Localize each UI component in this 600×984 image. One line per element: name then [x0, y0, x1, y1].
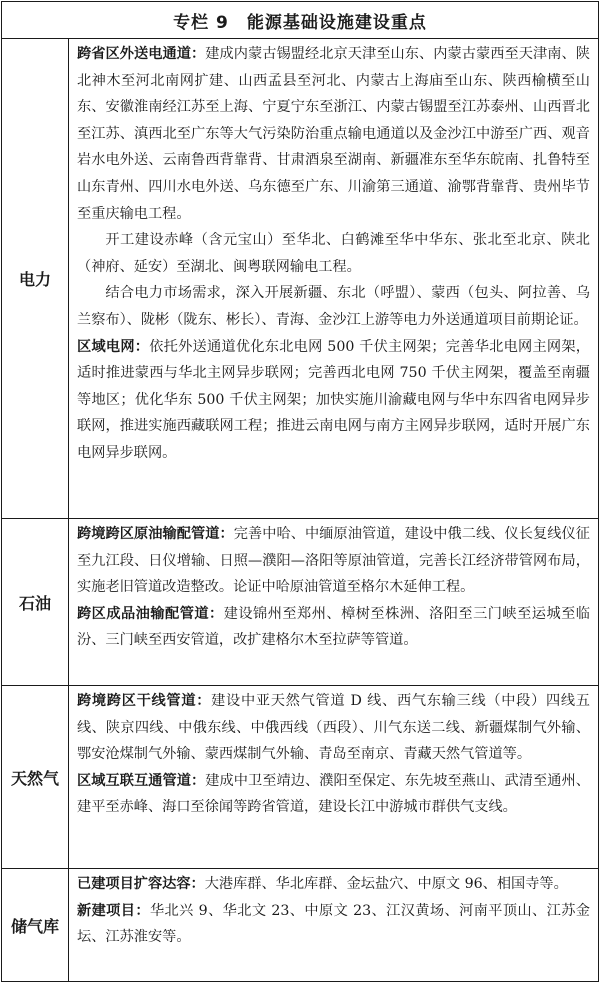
paragraph-heading: 区域电网： [77, 338, 150, 355]
category-label: 电力 [2, 39, 69, 518]
row-power [2, 39, 598, 519]
paragraph [77, 280, 590, 333]
paragraph [77, 768, 590, 821]
paragraph-text: 开工建设赤峰（含元宝山）至华北、白鹤滩至华中华东、张北至北京、陕北（神府、延安）至湖北、闽粤联网输电工程。 [77, 232, 590, 275]
paragraph-text: 建设中亚天然气管道 D 线、西气东输三线（中段）四线五线、陕京四线、中俄东线、中俄西线（西段）、川气东送二线、新疆煤制气外输、鄂安沧煤制气外输、蒙西煤制气外输、青岛至南京、青藏天然气管道等。 [77, 693, 590, 763]
paragraph-text: 建设锦州至郑州、樟树至株洲、洛阳至三门峡至运城至临汾、三门峡至西安管道，改扩建格尔木至拉萨等管道。 [77, 605, 590, 649]
paragraph-heading: 新建项目： [77, 902, 150, 919]
box-title: 专栏 9 能源基础设施建设重点 [2, 2, 598, 39]
paragraph-text: 建成内蒙古锡盟经北京天津至山东、内蒙古蒙西至天津南、陕北神木至河北南网扩建、山西孟县至河北、内蒙古上海庙至山东、陕西榆横至山东、安徽淮南经江苏至上海、宁夏宁东至浙江、内蒙古锡盟至江苏泰州、山西晋北至江苏、滇西北至广东等大气污染防治重点输电通道以及金沙江中游至广西、观音岩水电外送、云南鲁西背靠背、甘肃酒泉至湖南、新疆准东至华东皖南、扎鲁特至山东青州、四川水电外送、乌东德至广东、川渝第三通道、渝鄂背靠背、贵州毕节至重庆输电工程。 [77, 46, 590, 222]
row-content [69, 39, 598, 518]
category-label: 储气库 [2, 869, 69, 982]
feature-box [1, 1, 599, 982]
row-natural-gas [2, 686, 598, 869]
paragraph [77, 898, 590, 951]
row-content [69, 686, 598, 868]
paragraph-text: 完善中哈、中缅原油管道，建设中俄二线、仪长复线仪征至九江段、日仪增输、日照—濮阳—洛阳等原油管道，完善长江经济带管网布局，实施老旧管道改造整改。论证中哈原油管道至格尔木延伸工程。 [77, 526, 590, 596]
paragraph-text: 依托外送通道优化东北电网 500 千伏主网架；完善华北电网主网架，适时推进蒙西与华北主网异步联网；完善西北电网 750 千伏主网架，覆盖至南疆等地区；优化华东 500 千伏主网架；加快实施川渝藏电网与华中东四省电网异步联网，推进实施西藏联网工程；推进云南电网与南方主网异步联网，适时开展广东电网异步联网。 [77, 338, 590, 461]
paragraph [77, 227, 590, 280]
row-gas-storage [2, 869, 598, 982]
paragraph-text: 结合电力市场需求，深入开展新疆、东北（呼盟）、蒙西（包头、阿拉善、乌兰察布）、陇彬（陇东、彬长）、青海、金沙江上游等电力外送通道项目前期论证。 [77, 285, 590, 328]
paragraph [77, 334, 590, 467]
paragraph-heading: 已建项目扩容达容： [77, 876, 205, 892]
paragraph-heading: 跨省区外送电通道： [77, 46, 206, 62]
row-content [69, 869, 598, 982]
paragraph [77, 41, 590, 227]
paragraph [77, 521, 590, 601]
paragraph-heading: 区域互联互通管道： [77, 772, 206, 789]
row-content [69, 519, 598, 685]
row-oil [2, 519, 598, 686]
paragraph-text: 建成中卫至靖边、濮阳至保定、东先坡至燕山、武清至通州、建平至赤峰、海口至徐闻等跨省管道，建设长江中游城市群供气支线。 [77, 772, 590, 816]
paragraph [77, 871, 590, 898]
category-label: 石油 [2, 519, 69, 685]
paragraph [77, 688, 590, 768]
paragraph-heading: 跨境跨区干线管道： [77, 693, 212, 709]
paragraph-heading: 跨境跨区原油输配管道： [77, 526, 234, 542]
paragraph-heading: 跨区成品油输配管道： [77, 605, 224, 622]
paragraph-text: 大港库群、华北库群、金坛盐穴、中原文 96、相国寺等。 [204, 876, 568, 892]
paragraph-text: 华北兴 9、华北文 23、中原文 23、江汉黄场、河南平顶山、江苏金坛、江苏淮安等。 [77, 902, 590, 946]
paragraph [77, 601, 590, 654]
category-label: 天然气 [2, 686, 69, 868]
